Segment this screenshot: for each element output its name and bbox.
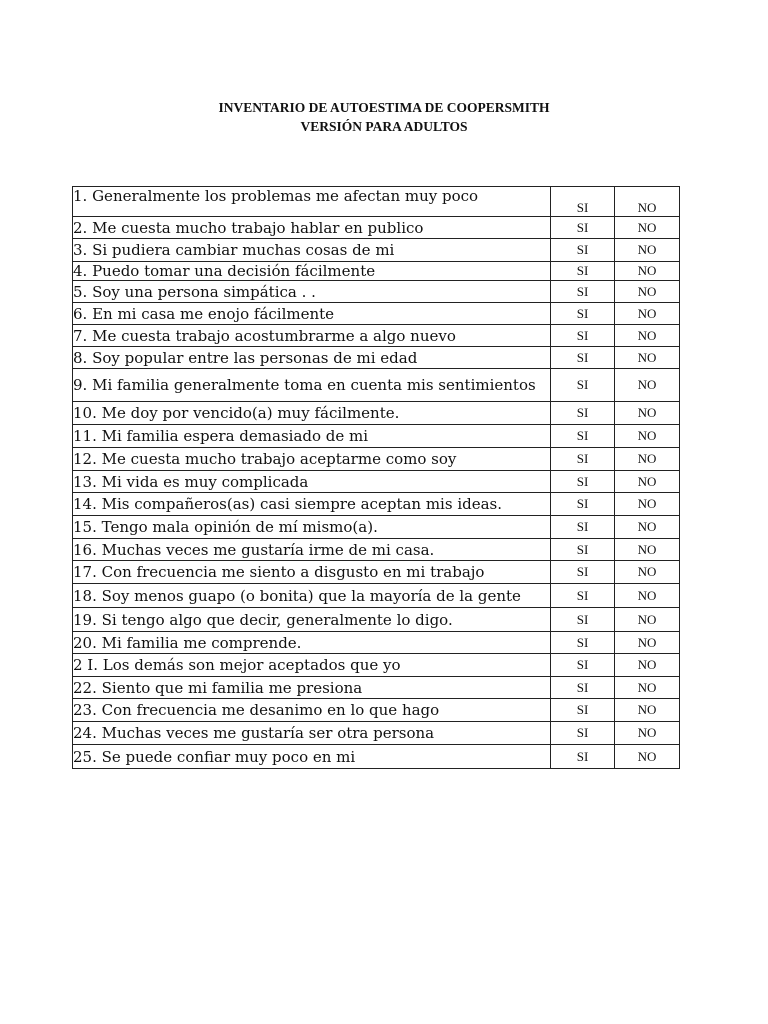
answer-no-option[interactable]: NO bbox=[615, 584, 680, 608]
table-row bbox=[73, 516, 680, 539]
question-text: 17. Con frecuencia me siento a disgusto en mi trabajo bbox=[73, 561, 551, 584]
question-text: 13. Mi vida es muy complicada bbox=[73, 471, 551, 493]
answer-si-option[interactable]: SI bbox=[551, 281, 615, 303]
answer-no-option[interactable]: NO bbox=[615, 402, 680, 425]
inventory-table-body bbox=[73, 187, 680, 769]
answer-si-option[interactable]: SI bbox=[551, 493, 615, 516]
question-text: 10. Me doy por vencido(a) muy fácilmente. bbox=[73, 402, 551, 425]
question-text: 3. Si pudiera cambiar muchas cosas de mi bbox=[73, 239, 551, 262]
answer-no-option[interactable]: NO bbox=[615, 239, 680, 262]
answer-si-option[interactable]: SI bbox=[551, 239, 615, 262]
answer-si-option[interactable]: SI bbox=[551, 425, 615, 448]
answer-si-option[interactable]: SI bbox=[551, 654, 615, 677]
table-row bbox=[73, 561, 680, 584]
table-row bbox=[73, 347, 680, 369]
question-text: 20. Mi familia me comprende. bbox=[73, 632, 551, 654]
answer-no-option[interactable]: NO bbox=[615, 448, 680, 471]
answer-si-option[interactable]: SI bbox=[551, 677, 615, 699]
table-row bbox=[73, 448, 680, 471]
table-row bbox=[73, 471, 680, 493]
question-text: 1. Generalmente los problemas me afectan muy poco bbox=[73, 187, 551, 217]
answer-si-option[interactable]: SI bbox=[551, 262, 615, 281]
question-text: 5. Soy una persona simpática . . bbox=[73, 281, 551, 303]
table-row bbox=[73, 699, 680, 722]
answer-si-option[interactable]: SI bbox=[551, 561, 615, 584]
table-row bbox=[73, 217, 680, 239]
answer-si-option[interactable]: SI bbox=[551, 402, 615, 425]
answer-no-option[interactable]: NO bbox=[615, 539, 680, 561]
table-row bbox=[73, 632, 680, 654]
answer-no-option[interactable]: NO bbox=[615, 303, 680, 325]
question-text: 12. Me cuesta mucho trabajo aceptarme como soy bbox=[73, 448, 551, 471]
answer-si-option[interactable]: SI bbox=[551, 217, 615, 239]
question-text: 15. Tengo mala opinión de mí mismo(a). bbox=[73, 516, 551, 539]
question-text: 18. Soy menos guapo (o bonita) que la mayoría de la gente bbox=[73, 584, 551, 608]
question-text: 22. Siento que mi familia me presiona bbox=[73, 677, 551, 699]
answer-no-option[interactable]: NO bbox=[615, 722, 680, 745]
answer-si-option[interactable]: SI bbox=[551, 632, 615, 654]
table-row bbox=[73, 677, 680, 699]
table-row bbox=[73, 303, 680, 325]
answer-no-option[interactable]: NO bbox=[615, 471, 680, 493]
question-text: 23. Con frecuencia me desanimo en lo que hago bbox=[73, 699, 551, 722]
answer-si-option[interactable]: SI bbox=[551, 608, 615, 632]
answer-no-option[interactable]: NO bbox=[615, 281, 680, 303]
question-text: 9. Mi familia generalmente toma en cuenta mis sentimientos bbox=[73, 369, 551, 402]
answer-si-option[interactable]: SI bbox=[551, 325, 615, 347]
question-text: 8. Soy popular entre las personas de mi edad bbox=[73, 347, 551, 369]
question-text: 2. Me cuesta mucho trabajo hablar en publico bbox=[73, 217, 551, 239]
answer-si-option[interactable]: SI bbox=[551, 303, 615, 325]
question-text: 2 I. Los demás son mejor aceptados que yo bbox=[73, 654, 551, 677]
answer-si-option[interactable]: SI bbox=[551, 471, 615, 493]
table-row bbox=[73, 425, 680, 448]
answer-no-option[interactable]: NO bbox=[615, 262, 680, 281]
answer-no-option[interactable]: NO bbox=[615, 745, 680, 769]
question-text: 4. Puedo tomar una decisión fácilmente bbox=[73, 262, 551, 281]
answer-si-option[interactable]: SI bbox=[551, 347, 615, 369]
question-text: 19. Si tengo algo que decir, generalmente lo digo. bbox=[73, 608, 551, 632]
answer-si-option[interactable]: SI bbox=[551, 187, 615, 217]
question-text: 6. En mi casa me enojo fácilmente bbox=[73, 303, 551, 325]
table-row bbox=[73, 262, 680, 281]
document-title: INVENTARIO DE AUTOESTIMA DE COOPERSMITH bbox=[218, 100, 550, 115]
table-row bbox=[73, 187, 680, 217]
answer-no-option[interactable]: NO bbox=[615, 369, 680, 402]
answer-no-option[interactable]: NO bbox=[615, 493, 680, 516]
answer-no-option[interactable]: NO bbox=[615, 217, 680, 239]
table-row bbox=[73, 493, 680, 516]
answer-no-option[interactable]: NO bbox=[615, 608, 680, 632]
table-row bbox=[73, 325, 680, 347]
answer-si-option[interactable]: SI bbox=[551, 516, 615, 539]
table-row bbox=[73, 745, 680, 769]
answer-no-option[interactable]: NO bbox=[615, 561, 680, 584]
answer-si-option[interactable]: SI bbox=[551, 448, 615, 471]
table-row bbox=[73, 584, 680, 608]
table-row bbox=[73, 402, 680, 425]
inventory-table bbox=[72, 186, 680, 769]
answer-no-option[interactable]: NO bbox=[615, 699, 680, 722]
question-text: 14. Mis compañeros(as) casi siempre aceptan mis ideas. bbox=[73, 493, 551, 516]
answer-si-option[interactable]: SI bbox=[551, 722, 615, 745]
answer-si-option[interactable]: SI bbox=[551, 539, 615, 561]
table-row bbox=[73, 654, 680, 677]
question-text: 16. Muchas veces me gustaría irme de mi casa. bbox=[73, 539, 551, 561]
answer-no-option[interactable]: NO bbox=[615, 425, 680, 448]
table-row bbox=[73, 608, 680, 632]
answer-no-option[interactable]: NO bbox=[615, 632, 680, 654]
answer-no-option[interactable]: NO bbox=[615, 347, 680, 369]
question-text: 7. Me cuesta trabajo acostumbrarme a algo nuevo bbox=[73, 325, 551, 347]
answer-no-option[interactable]: NO bbox=[615, 325, 680, 347]
answer-no-option[interactable]: NO bbox=[615, 677, 680, 699]
table-row bbox=[73, 369, 680, 402]
table-row bbox=[73, 281, 680, 303]
question-text: 25. Se puede confiar muy poco en mi bbox=[73, 745, 551, 769]
answer-no-option[interactable]: NO bbox=[615, 654, 680, 677]
table-row bbox=[73, 239, 680, 262]
answer-si-option[interactable]: SI bbox=[551, 369, 615, 402]
table-row bbox=[73, 722, 680, 745]
question-text: 11. Mi familia espera demasiado de mi bbox=[73, 425, 551, 448]
answer-si-option[interactable]: SI bbox=[551, 699, 615, 722]
table-row bbox=[73, 539, 680, 561]
answer-si-option[interactable]: SI bbox=[551, 745, 615, 769]
answer-si-option[interactable]: SI bbox=[551, 584, 615, 608]
question-text: 24. Muchas veces me gustaría ser otra persona bbox=[73, 722, 551, 745]
answer-no-option[interactable]: NO bbox=[615, 516, 680, 539]
answer-no-option[interactable]: NO bbox=[615, 187, 680, 217]
document-subtitle: VERSIÓN PARA ADULTOS bbox=[300, 119, 468, 134]
